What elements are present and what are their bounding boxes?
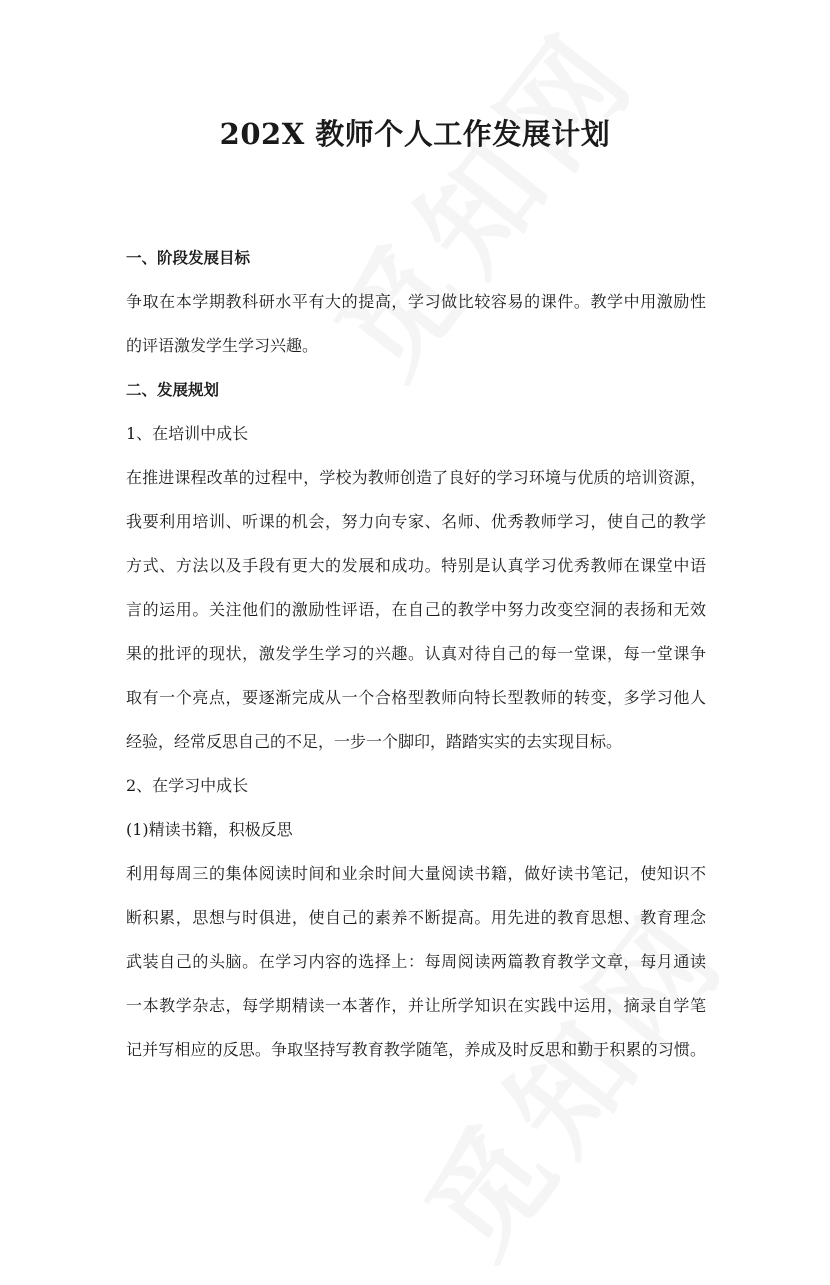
section-heading-goals: 一、阶段发展目标	[126, 249, 251, 267]
section-heading-plan: 二、发展规划	[126, 381, 220, 399]
paragraph-line: 武装自己的头脑。在学习内容的选择上：每周阅读两篇教育教学文章，每月通读	[126, 952, 706, 971]
paragraph-line: 记并写相应的反思。争取坚持写教育教学随笔，养成及时反思和勤于积累的习惯。	[126, 1040, 706, 1059]
document-title: 202X 教师个人工作发展计划	[219, 117, 611, 151]
paragraph-line: 取有一个亮点，要逐渐完成从一个合格型教师向特长型教师的转变，多学习他人	[126, 688, 706, 707]
paragraph-line: 言的运用。关注他们的激励性评语，在自己的教学中努力改变空洞的表扬和无效	[126, 600, 706, 619]
subsection-heading-training: 1、在培训中成长	[126, 424, 249, 443]
subsection-heading-learning: 2、在学习中成长	[126, 776, 249, 795]
paragraph-line: 争取在本学期教科研水平有大的提高，学习做比较容易的课件。教学中用激励性	[126, 292, 706, 311]
document-body	[126, 236, 706, 1072]
paragraph-line: 一本教学杂志，每学期精读一本著作，并让所学知识在实践中运用，摘录自学笔	[126, 996, 706, 1015]
paragraph-line: 方式、方法以及手段有更大的发展和成功。特别是认真学习优秀教师在课堂中语	[126, 556, 706, 575]
paragraph-line: 利用每周三的集体阅读时间和业余时间大量阅读书籍，做好读书笔记，使知识不	[126, 864, 706, 883]
paragraph-line: 断积累，思想与时俱进，使自己的素养不断提高。用先进的教育思想、教育理念	[126, 908, 706, 927]
paragraph-line: 在推进课程改革的过程中，学校为教师创造了良好的学习环境与优质的培训资源，	[126, 468, 706, 487]
paragraph-line: 我要利用培训、听课的机会，努力向专家、名师、优秀教师学习，使自己的教学	[126, 512, 706, 531]
paragraph-line: 果的批评的现状，激发学生学习的兴趣。认真对待自己的每一堂课，每一堂课争	[126, 644, 706, 663]
paragraph-line: 的评语激发学生学习兴趣。	[126, 336, 319, 355]
item-heading-reading: (1)精读书籍，积极反思	[126, 820, 293, 839]
paragraph-line: 经验，经常反思自己的不足，一步一个脚印，踏踏实实的去实现目标。	[126, 732, 623, 751]
